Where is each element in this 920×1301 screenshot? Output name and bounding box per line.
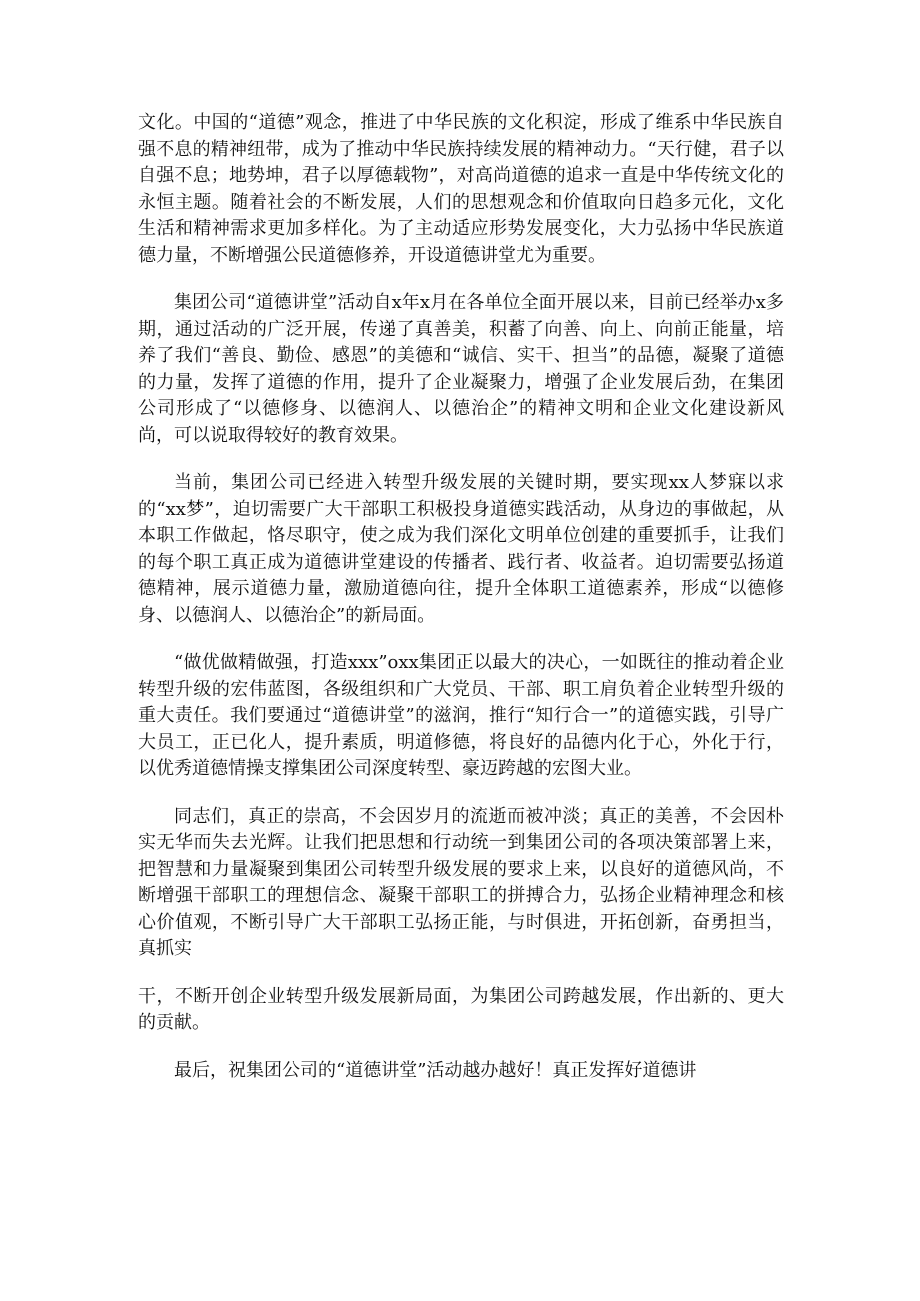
paragraph-5: 同志们，真正的崇高，不会因岁月的流逝而被冲淡；真正的美善，不会因朴实无华而失去光辉。让我们把思想和行动统一到集团公司的各项决策部署上来，把智慧和力量凝聚到集团公司转型升级发展的要求上来，以良好的道德风尚，不断增强干部职工的理想信念、凝聚干部职工的拼搏合力，弘扬企业精神理念和核心价值观，不断引导广大干部职工弘扬正能，与时俱进，开拓创新，奋勇担当，真抓实	[138, 805, 784, 959]
paragraph-2: 集团公司“道德讲堂”活动自x年x月在各单位全面开展以来，目前已经举办x多期，通过活动的广泛开展，传递了真善美，积蓄了向善、向上、向前正能量，培养了我们“善良、勤俭、感恩”的美德和“诚信、实干、担当”的品德，凝聚了道德的力量，发挥了道德的作用，提升了企业凝聚力，增强了企业发展后劲，在集团公司形成了“以德修身、以德润人、以德治企”的精神文明和企业文化建设新风尚，可以说取得较好的教育效果。	[138, 292, 784, 446]
paragraph-3: 当前，集团公司已经进入转型升级发展的关键时期，要实现xx人梦寐以求的“xx梦”，迫切需要广大干部职工积极投身道德实践活动，从身边的事做起，从本职工作做起，恪尽职守，使之成为我们深化文明单位创建的重要抓手，让我们的每个职工真正成为道德讲堂建设的传播者、践行者、收益者。迫切需要弘扬道德精神，展示道德力量，激励道德向往，提升全体职工道德素养，形成“以德修身、以德润人、以德治企”的新局面。	[138, 472, 784, 626]
paragraph-7: 最后，祝集团公司的“道德讲堂”活动越办越好！真正发挥好道德讲	[174, 1059, 697, 1081]
paragraph-4: “做优做精做强，打造xxx”oxx集团正以最大的决心，一如既往的推动着企业转型升级的宏伟蓝图，各级组织和广大党员、干部、职工肩负着企业转型升级的重大责任。我们要通过“道德讲堂”的滋润，推行“知行合一”的道德实践，引导广大员工，正已化人，提升素质，明道修德，将良好的品德内化于心，外化于行，以优秀道德情操支撑集团公司深度转型、豪迈跨越的宏图大业。	[138, 652, 784, 779]
paragraph-1: 文化。中国的“道德”观念，推进了中华民族的文化积淀，形成了维系中华民族自强不息的精神纽带，成为了推动中华民族持续发展的精神动力。“天行健，君子以自强不息；地势坤，君子以厚德载物”，对高尚道德的追求一直是中华传统文化的永恒主题。随着社会的不断发展，人们的思想观念和价值取向日趋多元化，文化生活和精神需求更加多样化。为了主动适应形势发展变化，大力弘扬中华民族道德力量，不断增强公民道德修养，开设道德讲堂尤为重要。	[138, 112, 784, 266]
document-body	[138, 110, 784, 1084]
paragraph-6: 干，不断开创企业转型升级发展新局面，为集团公司跨越发展，作出新的、更大的贡献。	[138, 985, 784, 1033]
